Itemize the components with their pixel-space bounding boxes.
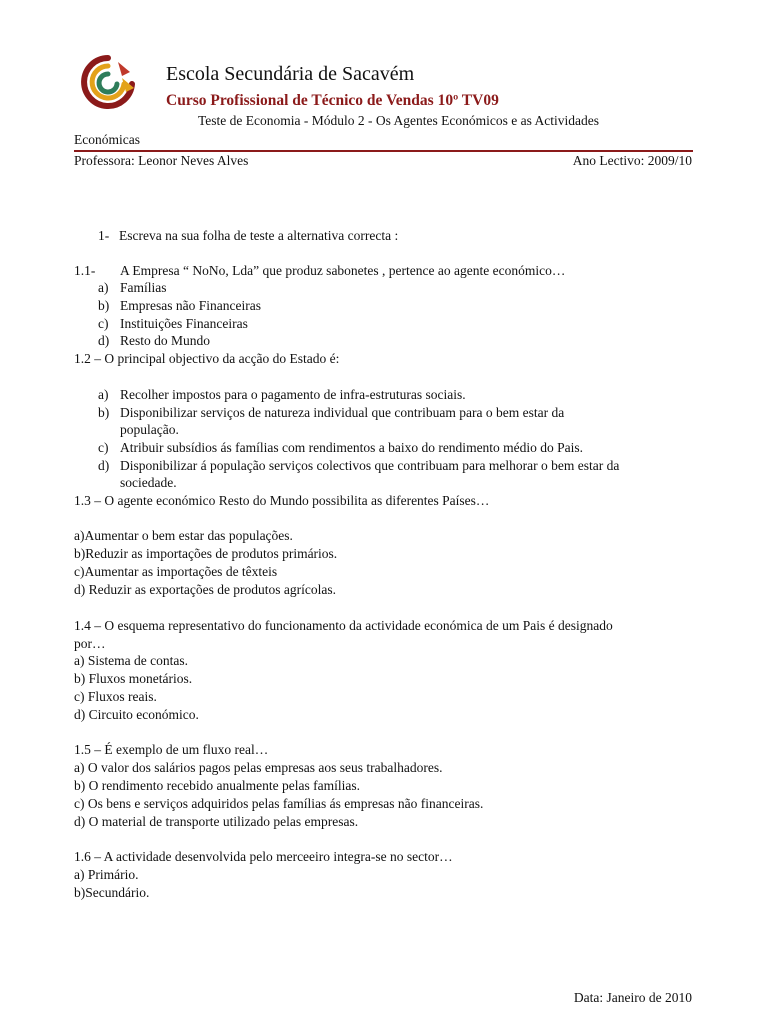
- footer-date: Data: Janeiro de 2010: [573, 990, 692, 1005]
- question-text: 1.3 – O agente económico Resto do Mundo possibilita as diferentes Países…: [74, 493, 490, 508]
- question-text: 1.2 – O principal objectivo da acção do Estado é:: [74, 351, 340, 366]
- school-name: Escola Secundária de Sacavém: [166, 63, 415, 85]
- option-text: d) O material de transporte utilizado pelas empresas.: [74, 814, 359, 829]
- question-number: 1.1-: [74, 263, 96, 278]
- course-title: Curso Profissional de Técnico de Vendas 10º TV09: [166, 92, 499, 109]
- option-text: b)Secundário.: [74, 885, 150, 900]
- option-text: b)Reduzir as importações de produtos primários.: [74, 546, 338, 561]
- option-letter: c): [98, 316, 109, 331]
- option-text: c) Fluxos reais.: [74, 689, 157, 704]
- option-text: a) Sistema de contas.: [74, 653, 188, 668]
- option-text: c) Os bens e serviços adquiridos pelas famílias ás empresas não financeiras.: [74, 796, 484, 811]
- header-divider: [74, 150, 693, 152]
- option-letter: d): [98, 333, 110, 348]
- option-text: Instituições Financeiras: [120, 316, 248, 331]
- test-title: Teste de Economia - Módulo 2 - Os Agentes Económicos e as Actividades: [198, 113, 599, 128]
- option-letter: d): [98, 458, 110, 473]
- option-text: a) O valor dos salários pagos pelas empresas aos seus trabalhadores.: [74, 760, 443, 775]
- instruction-text: Escreva na sua folha de teste a alternativa correcta :: [119, 228, 399, 243]
- question-text: 1.4 – O esquema representativo do funcionamento da actividade económica de um Pais é designado: [74, 618, 613, 633]
- option-text: d) Circuito económico.: [74, 707, 199, 722]
- test-title-continuation: Económicas: [74, 132, 140, 147]
- professor-name: Professora: Leonor Neves Alves: [74, 153, 249, 168]
- option-letter: a): [98, 387, 109, 402]
- option-letter: c): [98, 440, 109, 455]
- question-text: 1.6 – A actividade desenvolvida pelo merceeiro integra-se no sector…: [74, 849, 453, 864]
- option-text: Resto do Mundo: [120, 333, 211, 348]
- question-text: 1.5 – É exemplo de um fluxo real…: [74, 742, 269, 757]
- option-text: b) O rendimento recebido anualmente pelas famílias.: [74, 778, 361, 793]
- option-text: Disponibilizar serviços de natureza individual que contribuam para o bem estar da: [120, 405, 565, 420]
- school-year: Ano Lectivo: 2009/10: [572, 153, 692, 168]
- option-letter: a): [98, 280, 109, 295]
- option-text: Recolher impostos para o pagamento de infra-estruturas sociais.: [120, 387, 466, 402]
- school-logo-icon: [78, 54, 138, 110]
- option-text-continuation: sociedade.: [120, 475, 177, 490]
- option-text: b) Fluxos monetários.: [74, 671, 193, 686]
- option-letter: b): [98, 405, 110, 420]
- option-text: Disponibilizar á população serviços colectivos que contribuam para melhorar o bem estar da: [120, 458, 620, 473]
- option-text: a) Primário.: [74, 867, 139, 882]
- option-text: Empresas não Financeiras: [120, 298, 261, 313]
- option-text-continuation: população.: [120, 422, 179, 437]
- option-text: c)Aumentar as importações de têxteis: [74, 564, 278, 579]
- question-text-continuation: por…: [74, 636, 106, 651]
- option-text: Atribuir subsídios ás famílias com rendimentos a baixo do rendimento médio do Pais.: [120, 440, 584, 455]
- question-text: A Empresa “ NoNo, Lda” que produz sabonetes , pertence ao agente económico…: [120, 263, 566, 278]
- option-text: d) Reduzir as exportações de produtos agrícolas.: [74, 582, 337, 597]
- instruction-number: 1-: [98, 228, 110, 243]
- option-text: a)Aumentar o bem estar das populações.: [74, 528, 293, 543]
- option-text: Famílias: [120, 280, 167, 295]
- option-letter: b): [98, 298, 110, 313]
